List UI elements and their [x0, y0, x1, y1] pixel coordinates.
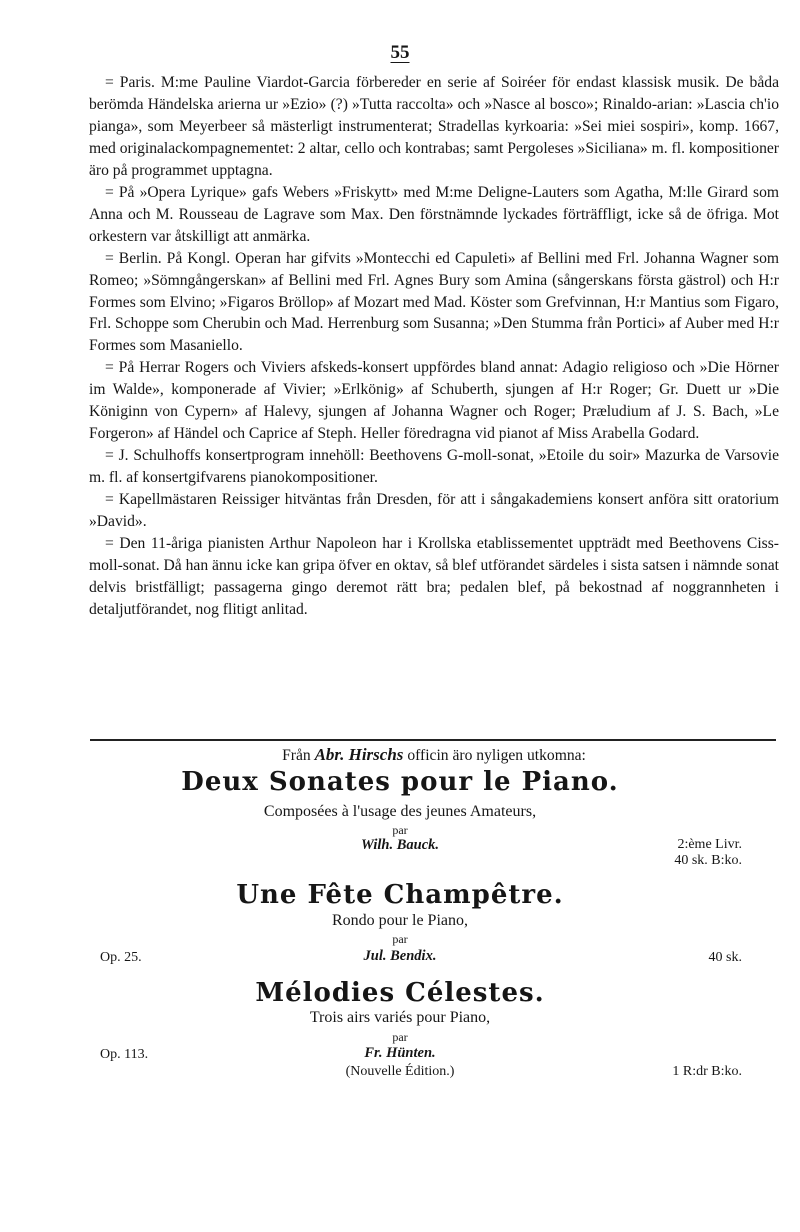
advert-price-2: 40 sk. — [708, 950, 742, 965]
advert-par-2: par — [392, 932, 408, 946]
page-number: 55 — [390, 42, 410, 63]
news-column — [89, 72, 779, 621]
news-item-schulhoff: = J. Schulhoffs konsertprogram innehöll: Beethovens G-moll-sonat, »Etoile du soir» Mazurka de Varsovie m. fl. af konsertgifvarens pianokompositioner. — [89, 447, 779, 487]
news-item-reissiger: = Kapellmästaren Reissiger hitväntas från Dresden, för att i sångakademiens konsert anföra sitt oratorium »David». — [89, 491, 779, 531]
news-item-napoleon: = Den 11-åriga pianisten Arthur Napoleon har i Krollska etablissementet uppträdt med Beethovens Ciss-moll-sonat. Då han ännu icke kan gripa öfver en oktav, så blef utförandet särdeles i sista satsen i nämnde sonat delvis bristfälligt; passagerna gingo deremot rätt bra; pedalen blef, på bekostnad af noggrannheten i detaljutförandet, nog flitigt anlitad. — [89, 535, 779, 618]
advert-subtitle-1: Composées à l'usage des jeunes Amateurs, — [263, 803, 537, 820]
advert-title-2: Une Fête Champêtre. — [236, 880, 564, 910]
advert-opus-3: Op. 113. — [100, 1047, 149, 1062]
advert-price-1: 40 sk. B:ko. — [674, 853, 742, 868]
advert-title-1: Deux Sonates pour le Piano. — [181, 767, 619, 797]
advert-subtitle-2: Rondo pour le Piano, — [332, 912, 468, 929]
section-divider — [90, 739, 776, 741]
advert-par-1: par — [392, 823, 408, 837]
advert-title-3: Mélodies Célestes. — [255, 978, 545, 1008]
advert-price-3: 1 R:dr B:ko. — [672, 1064, 742, 1079]
advert-note-3: (Nouvelle Édition.) — [345, 1064, 455, 1079]
advert-composer-2: Jul. Bendix. — [363, 948, 437, 964]
advert-opus-2: Op. 25. — [100, 950, 142, 965]
advert-composer-1: Wilh. Bauck. — [360, 837, 440, 853]
advert-par-3: par — [392, 1030, 408, 1044]
advert-intro: Från Abr. Hirschs officin äro nyligen utkomna: — [282, 745, 586, 764]
news-item-berlin: = Berlin. På Kongl. Operan har gifvits »Montecchi ed Capuleti» af Bellini med Frl. Johanna Wagner som Romeo; »Sömngångerskan» af Bellini med Frl. Agnes Bury som Amina (sångerskans första gästrol) och H:r Formes som Elvino; »Figaros Bröllop» af Mozart med Mad. Köster som Grefvinnan, H:r Mantius som Figaro, Frl. Schoppe som Cherubin och Mad. Herrenburg som Susanna; »Den Stumma från Portici» af Auber med H:r Formes som Masaniello. — [89, 249, 779, 355]
advert-subtitle-3: Trois airs variés pour Piano, — [309, 1009, 491, 1026]
advert-composer-3: Fr. Hünten. — [364, 1045, 436, 1061]
advert-edition-1: 2:ème Livr. — [677, 837, 742, 852]
news-item-opera-lyrique: = På »Opera Lyrique» gafs Webers »Friskytt» med M:me Deligne-Lauters som Agatha, M:lle Girard som Anna och M. Rousseau de Lagrave som Max. Den förstnämnde lyckades förträffligt, icke så de öfriga. Mot orkestern var åtskilligt att anmärka. — [89, 183, 779, 245]
news-item-paris: = Paris. M:me Pauline Viardot-Garcia förbereder en serie af Soiréer för endast klassisk musik. De båda berömda Händelska arierna ur »Ezio» (?) »Tutta raccolta» och »Nasce al bosco»; Rinaldo-arian: »Lascia ch'io pianga», som Meyerbeer så mästerligt instrumenterat; Stradellas kyrkoaria: »Sei miei sospiri», komp. 1667, med originalackompagnementet: 2 altar, cello och kontrabas; samt Pergoleses »Siciliana» m. fl. kompositioner äro på programmet upptagna. — [89, 74, 779, 179]
news-item-farewell-concert: = På Herrar Rogers och Viviers afskeds-konsert uppfördes bland annat: Adagio religioso och »Die Hörner im Walde», komponerade af Vivier; »Erlkönig» af Schuberth, sjungen af H:r Roger; Gr. Duett ur »Die Königinn von Cypern» af Halevy, sjungen af Johanna Wagner och Roger; Præludium af J. S. Bach, »Le Forgeron» af Händel och Caprice af Steph. Heller föredragna vid pianot af Miss Arabella Godard. — [89, 359, 779, 443]
publisher-name: Abr. Hirschs — [314, 745, 404, 764]
